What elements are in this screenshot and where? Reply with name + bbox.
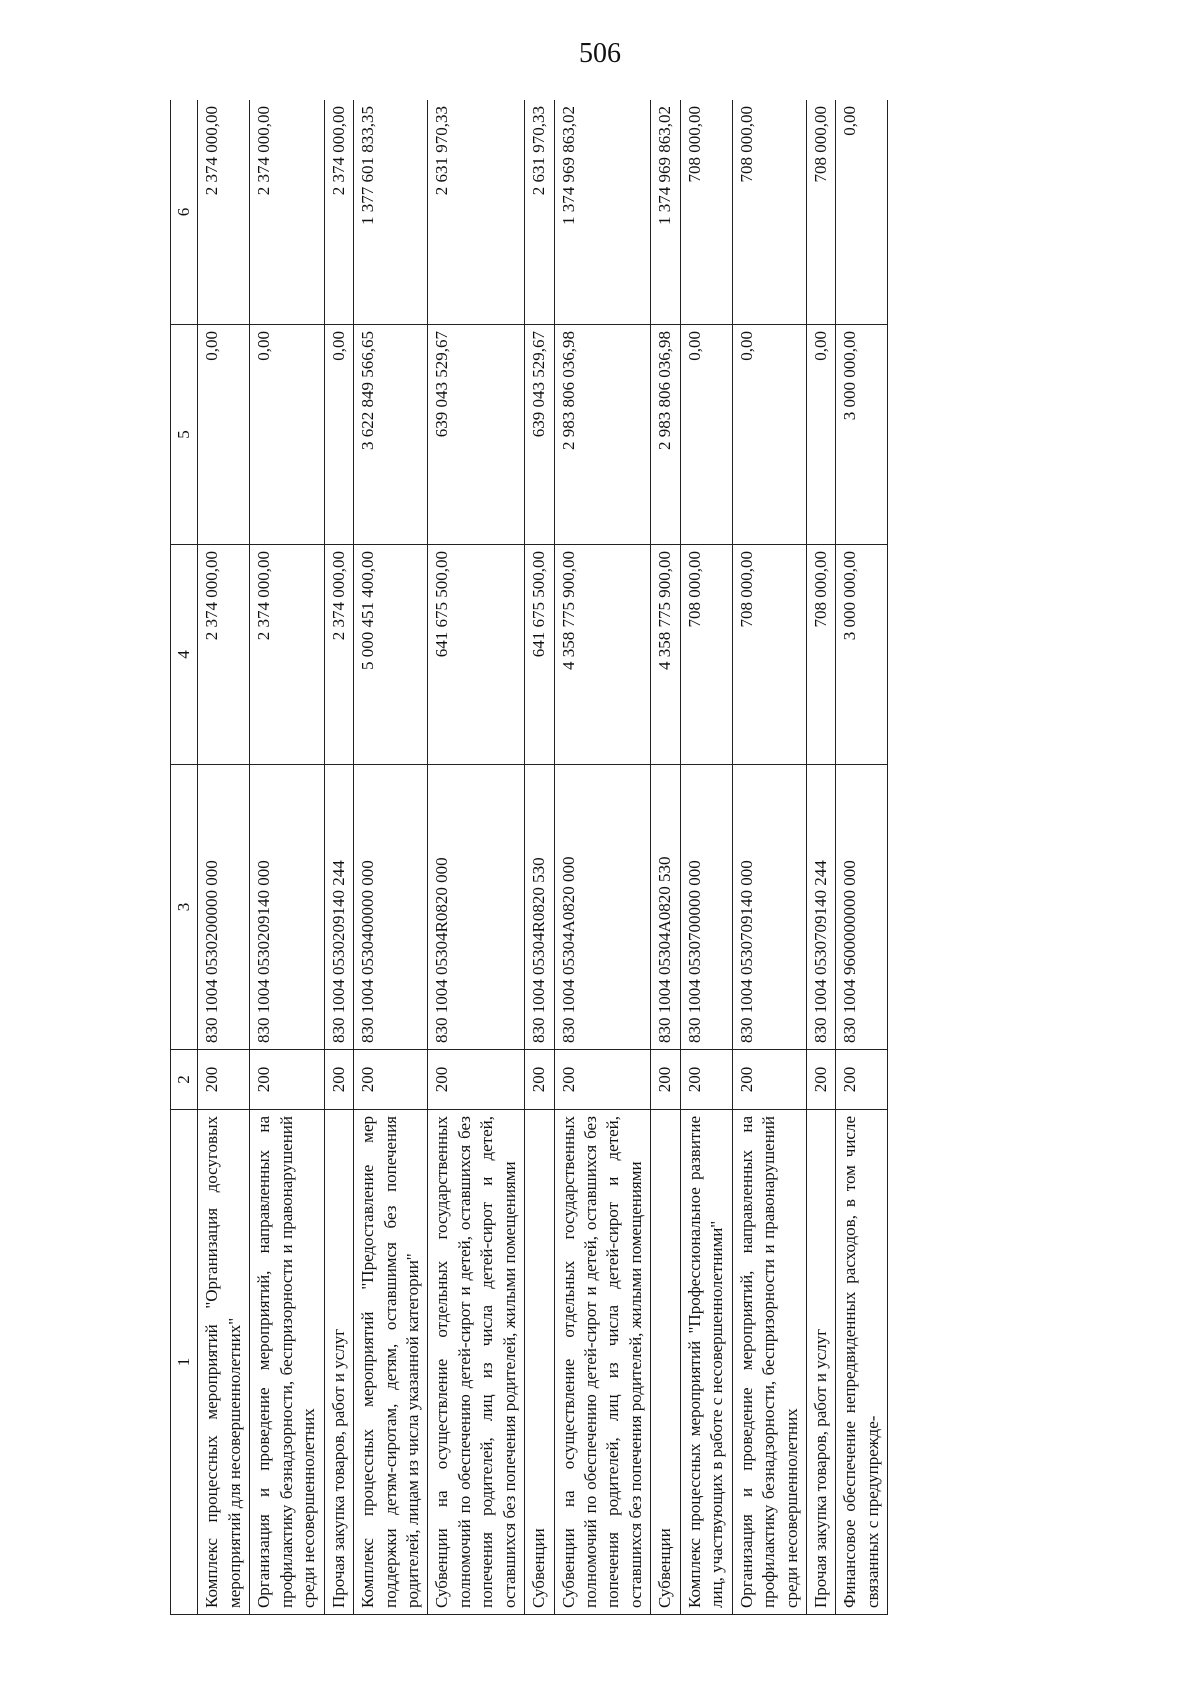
- row-col5-cell: 0,00: [680, 325, 732, 545]
- row-code-cell: 200: [525, 1050, 554, 1110]
- row-name-cell: Организация и проведение мероприятий, направленных на профилактику безнадзорности, беспризорности и правонарушений среди несовершеннолетних: [250, 1110, 324, 1615]
- row-col5-cell: 0,00: [324, 325, 353, 545]
- row-col5-cell: 3 000 000,00: [836, 325, 888, 545]
- table-row: [680, 100, 732, 1615]
- header-cell: 5: [171, 325, 198, 545]
- row-col4-cell: 3 000 000,00: [836, 545, 888, 765]
- row-name-cell: Субвенции: [651, 1110, 680, 1615]
- row-col5-cell: 2 983 806 036,98: [554, 325, 651, 545]
- row-col4-cell: 4 358 775 900,00: [651, 545, 680, 765]
- row-col4-cell: 708 000,00: [732, 545, 806, 765]
- row-col6-cell: 708 000,00: [732, 100, 806, 325]
- row-col5-cell: 639 043 529,67: [428, 325, 525, 545]
- row-code-cell: 200: [554, 1050, 651, 1110]
- row-name-cell: Субвенции на осуществление отдельных государственных полномочий по обеспечению детей-сирот и детей, оставшихся без попечения родителей, лиц из числа детей-сирот и детей, оставшихся без попечения родителей, жилыми помещениями: [428, 1110, 525, 1615]
- row-col4-cell: 708 000,00: [680, 545, 732, 765]
- row-kbk-cell: 830 1004 9600000000 000: [836, 765, 888, 1050]
- row-col6-cell: 0,00: [836, 100, 888, 325]
- row-kbk-cell: 830 1004 0530709140 000: [732, 765, 806, 1050]
- table-row: [836, 100, 888, 1615]
- row-col6-cell: 2 374 000,00: [250, 100, 324, 325]
- row-code-cell: 200: [354, 1050, 428, 1110]
- row-col4-cell: 4 358 775 900,00: [554, 545, 651, 765]
- rotated-table-container: [170, 100, 1130, 1615]
- row-col4-cell: 641 675 500,00: [428, 545, 525, 765]
- row-code-cell: 200: [732, 1050, 806, 1110]
- header-cell: 3: [171, 765, 198, 1050]
- row-code-cell: 200: [836, 1050, 888, 1110]
- row-col4-cell: 2 374 000,00: [198, 545, 250, 765]
- row-col5-cell: 0,00: [198, 325, 250, 545]
- row-kbk-cell: 830 1004 0530209140 000: [250, 765, 324, 1050]
- row-col6-cell: 1 374 969 863,02: [651, 100, 680, 325]
- row-col6-cell: 2 374 000,00: [198, 100, 250, 325]
- row-code-cell: 200: [806, 1050, 835, 1110]
- table-row: [525, 100, 554, 1615]
- row-col6-cell: 1 377 601 833,35: [354, 100, 428, 325]
- row-kbk-cell: 830 1004 0530709140 244: [806, 765, 835, 1050]
- table-row: [324, 100, 353, 1615]
- row-kbk-cell: 830 1004 0530209140 244: [324, 765, 353, 1050]
- row-col6-cell: 2 374 000,00: [324, 100, 353, 325]
- table-row: [732, 100, 806, 1615]
- row-col4-cell: 5 000 451 400,00: [354, 545, 428, 765]
- table-row: [354, 100, 428, 1615]
- row-col6-cell: 708 000,00: [806, 100, 835, 325]
- row-col5-cell: 0,00: [732, 325, 806, 545]
- row-col6-cell: 2 631 970,33: [428, 100, 525, 325]
- header-cell: 6: [171, 100, 198, 325]
- header-row: [171, 100, 198, 1615]
- table-body: [198, 100, 888, 1615]
- row-kbk-cell: 830 1004 0530400000 000: [354, 765, 428, 1050]
- rotated-table-area: [170, 100, 1130, 1615]
- table-row: [651, 100, 680, 1615]
- row-col5-cell: 2 983 806 036,98: [651, 325, 680, 545]
- row-code-cell: 200: [324, 1050, 353, 1110]
- row-col4-cell: 2 374 000,00: [250, 545, 324, 765]
- header-cell: 2: [171, 1050, 198, 1110]
- table-row: [554, 100, 651, 1615]
- row-name-cell: Прочая закупка товаров, работ и услуг: [324, 1110, 353, 1615]
- row-name-cell: Комплекс процессных мероприятий "Предоставление мер поддержки детям-сиротам, детям, оставшимся без попечения родителей, лицам из числа указанной категории": [354, 1110, 428, 1615]
- row-col5-cell: 639 043 529,67: [525, 325, 554, 545]
- budget-table: [170, 100, 888, 1615]
- row-kbk-cell: 830 1004 0530700000 000: [680, 765, 732, 1050]
- row-name-cell: Субвенции: [525, 1110, 554, 1615]
- row-kbk-cell: 830 1004 05304R0820 000: [428, 765, 525, 1050]
- row-code-cell: 200: [680, 1050, 732, 1110]
- row-kbk-cell: 830 1004 05304A0820 530: [651, 765, 680, 1050]
- row-kbk-cell: 830 1004 0530200000 000: [198, 765, 250, 1050]
- table-row: [198, 100, 250, 1615]
- row-col6-cell: 708 000,00: [680, 100, 732, 325]
- row-name-cell: Финансовое обеспечение непредвиденных расходов, в том числе связанных с предупрежде-: [836, 1110, 888, 1615]
- row-col4-cell: 641 675 500,00: [525, 545, 554, 765]
- row-name-cell: Прочая закупка товаров, работ и услуг: [806, 1110, 835, 1615]
- row-code-cell: 200: [651, 1050, 680, 1110]
- row-code-cell: 200: [250, 1050, 324, 1110]
- row-name-cell: Комплекс процессных мероприятий "Профессиональное развитие лиц, участвующих в работе с несовершеннолетними": [680, 1110, 732, 1615]
- row-kbk-cell: 830 1004 05304R0820 530: [525, 765, 554, 1050]
- row-name-cell: Субвенции на осуществление отдельных государственных полномочий по обеспечению детей-сирот и детей, оставшихся без попечения родителей, лиц из числа детей-сирот и детей, оставшихся без попечения родителей, жилыми помещениями: [554, 1110, 651, 1615]
- row-col5-cell: 0,00: [250, 325, 324, 545]
- row-col6-cell: 1 374 969 863,02: [554, 100, 651, 325]
- row-col4-cell: 2 374 000,00: [324, 545, 353, 765]
- row-name-cell: Комплекс процессных мероприятий "Организация досуговых мероприятий для несовершеннолетних": [198, 1110, 250, 1615]
- header-cell: 1: [171, 1110, 198, 1615]
- table-row: [428, 100, 525, 1615]
- row-name-cell: Организация и проведение мероприятий, направленных на профилактику безнадзорности, беспризорности и правонарушений среди несовершеннолетних: [732, 1110, 806, 1615]
- page-number: 506: [579, 38, 621, 69]
- row-col4-cell: 708 000,00: [806, 545, 835, 765]
- row-kbk-cell: 830 1004 05304A0820 000: [554, 765, 651, 1050]
- header-cell: 4: [171, 545, 198, 765]
- row-col5-cell: 3 622 849 566,65: [354, 325, 428, 545]
- row-col5-cell: 0,00: [806, 325, 835, 545]
- table-row: [806, 100, 835, 1615]
- row-code-cell: 200: [198, 1050, 250, 1110]
- row-code-cell: 200: [428, 1050, 525, 1110]
- table-row: [250, 100, 324, 1615]
- row-col6-cell: 2 631 970,33: [525, 100, 554, 325]
